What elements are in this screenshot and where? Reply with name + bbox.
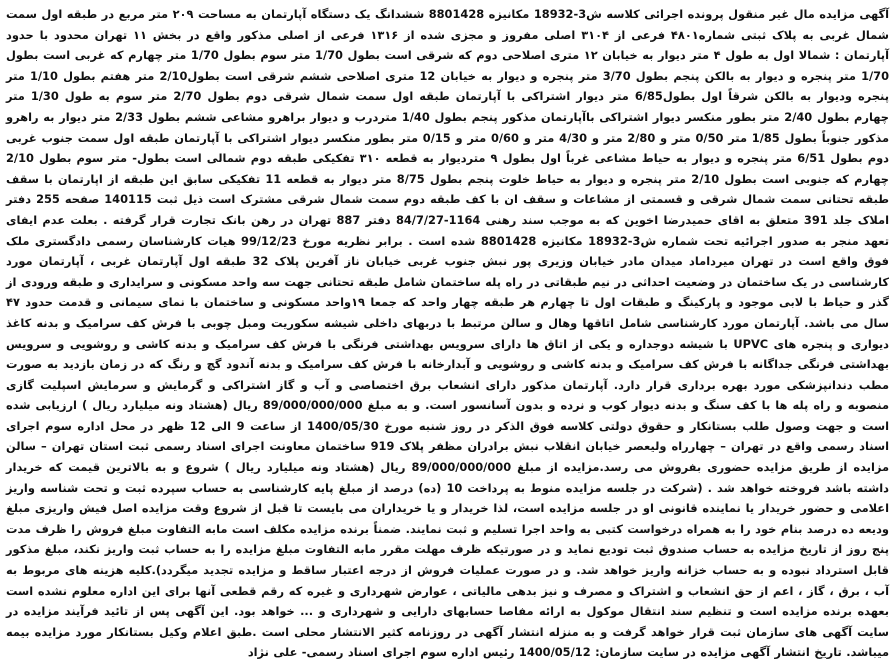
auction-notice [6, 4, 890, 660]
auction-notice-text: آگهی مزایده مال غیر منقول پرونده اجرائی کلاسه ش3-18932 مکانیزه 8801428 ششدانگ یک دستگاه آپارتمان به مساحت ۲۰۹ متر مربع در طبقه اول سمت شمال غربی به پلاک ثبتی شماره۴۸۰۱ فرعی از ۳۱۰۴ اصلی مفروز و مجزی شده از ۱۳۱۶ فرعی از اصلی مذکور واقع در بخش ۱۱ تهران محدود با حدود آپارتمان : شمالا اول به طول ۴ متر دیوار به خیابان ۱۲ متری اصلاحی دوم که شرقی است بطول 1/70 متر سوم بطول 1/70 متر چهارم که غربی است بطول 1/70 متر پنجره و دیوار به بالکن پنجم بطول 3/70 متر پنجره و دیوار به خیابان 12 متری اصلاحی ششم شرقی است بطول2/10 متر هفتم بطول 1/10 متر پنجره ودیوار به بالکن شرقاً اول بطول6/85 متر دیوار اشتراکی با آپارتمان طبقه اول سمت شمال شرقی دوم بطول 2/70 متر سوم به طول 1/30 متر چهارم بطول 2/40 متر بطور منکسر دیوار اشتراکی باآپارتمان مذکور پنجم بطول 1/40 متردرب و دیوار براهرو مشاعی ششم بطول 2/33 متر دیوار به راهرو مذکور جنوباً بطول 1/85 متر 0/50 متر و 2/80 متر و 4/30 متر و 0/60 متر و 0/15 متر بطور منکسر دیوار اشتراکی با آپارتمان طبقه اول سمت جنوب غربی دوم بطول 6/51 متر پنجره و دیوار به حیاط مشاعی غرباً اول بطول ۹ متردیوار به قطعه ۳۱۰ تفکیکی طبقه دوم شمالی است بطول- متر سوم بطول 2/10 چهارم که جنوبی است بطول 2/10 متر پنجره و دیوار به حیاط خلوت پنجم بطول 8/75 متر دیوار به قطعه 11 تفکیکی سابق این طبقه از اپارتمان با سقف طبقه تحتانی سمت شمال شرقی و قسمتی از مشاعات و سقف ان با کف طبقه دوم سمت شمال شرقی مشترک است ذیل ثبت 140115 صفحه 255 دفتر املاک جلد 391 متعلق به اقای حمیدرضا اخوین که به موجب سند رهنی 1164-84/7/27 دفتر 887 تهران در رهن بانک تجارت قرار گرفته . بعلت عدم ایفای تعهد منجر به صدور اجرائیه تحت شماره ش3-18932 مکانیزه 8801428 شده است . برابر نظریه مورخ 99/12/23 هیات کارشناسان رسمی دادگستری ملک فوق واقع است در تهران میرداماد میدان مادر خیابان وزیری پور نبش جنوب غربی خیابان ناز آفرین پلاک 32 طبقه اول آپارتمان غربی ، آپارتمان مورد کارشناسی در یک ساختمان در وضعیت احداثی در نیم طبقاتی در راه پله ساختمان شامل طبقه تحتانی جهت سه واحد مسکونی و سرایداری و طبقه ورودی از گذر و حیاط با لابی موجود و پارکینگ و طبقات اول تا چهارم هر طبقه چهار واحد که جمعا ۱۹واحد مسکونی و ساختمان با نمای سیمانی و قدمت حدود ۴۷ سال می باشد. آپارتمان مورد کارشناسی شامل اتاقها وهال و سالن مرتبط با دربهای داخلی شیشه سکوریت ومبل چوبی با فرش کف سرامیک و بدنه کاغذ دیواری و پنجره های UPVC با شیشه دوجداره و یکی از اتاق ها دارای سرویس بهداشتی فرنگی با فرش کف سرامیک و بدنه کاشی و روشویی و سرویس بهداشتی فرنگی جداگانه با فرش کف سرامیک و بدنه کاشی و روشویی و آبدارخانه با فرش کف سرامیک و بدنه آندود گچ و رنگ که در زمان بازدید به صورت مطب دندانپزشکی مورد بهره برداری قرار دارد. آپارتمان مذکور دارای انشعاب برق اختصاصی و آب و گاز اشتراکی و گرمایش و سرمایش اسپلیت گازی منصوبه و راه پله ها با کف سنگ و بدنه دیوار کوب و نرده و بدون آسانسور است. و به مبلغ 89/000/000/000 ریال (هشتاد ونه میلیارد ریال ) ارزیابی شده است و جهت وصول طلب بستانکار و حقوق دولتی کلاسه فوق الذکر در روز شنبه مورخ 1400/05/30 از ساعت 9 الی 12 ظهر در محل اداره سوم اجرای اسناد رسمی واقع در تهران – چهارراه ولیعصر خیابان انقلاب نبش برادران مظفر پلاک 919 ساختمان معاونت اجرای اسناد رسمی ثبت استان تهران – سالن مزایده از طریق مزایده حضوری بفروش می رسد.مزایده از مبلغ 89/000/000/000 ریال (هشتاد ونه میلیارد ریال ) شروع و به بالاترین قیمت که خریدار داشته باشد فروخته خواهد شد . (شرکت در جلسه مزایده منوط به پرداخت 10 (ده) درصد از مبلغ پایه کارشناسی به حساب سپرده ثبت و تحت شناسه واریز اعلامی و حضور خریدار یا نماینده قانونی او در جلسه مزایده است، لذا خریدار و یا خریداران می بایست تا قبل از شروع وقت مزایده اصل فیش واریزی مبلغ ودیعه ده درصد بنام خود را به همراه درخواست کتبی به واحد اجرا تسلیم و ثبت نمایند. ضمناً برنده مزایده مکلف است مابه التفاوت مبلغ فروش را ظرف مدت پنج روز از تاریخ مزایده به حساب صندوق ثبت تودیع نماید و در صورتیکه ظرف مهلت مقرر مابه التفاوت مبلغ مزایده را به حساب ثبت واریز نکند، مبلغ مذکور قابل استرداد نبوده و به حساب خزانه واریز خواهد شد. و در صورت عملیات فروش از درجه اعتبار ساقط و مزایده تجدید میگردد).کلیه هزینه های مربوط به آب ، برق ، گاز ، اعم از حق انشعاب و اشتراک و مصرف و نیز بدهی مالیاتی ، عوارض شهرداری و غیره که رقم قطعی آنها برای این اداره معلوم نشده است بعهده برنده مزایده است و تنظیم سند انتقال موکول به ارائه مفاصا حسابهای دارایی و شهرداری و ... خواهد بود. این آگهی پس از تائید فرآیند مزایده در سایت آگهی های سازمان ثبت قرار خواهد گرفت و به منزله انتشار آگهی در روزنامه کثیر الانتشار محلی است .طبق اعلام وکیل بستانکار مورد مزایده بیمه میباشد. تاریخ انتشار آگهی مزایده در سایت سازمان: 1400/05/12 رئیس اداره سوم اجرای اسناد رسمی- علی نژاد [6, 7, 890, 660]
